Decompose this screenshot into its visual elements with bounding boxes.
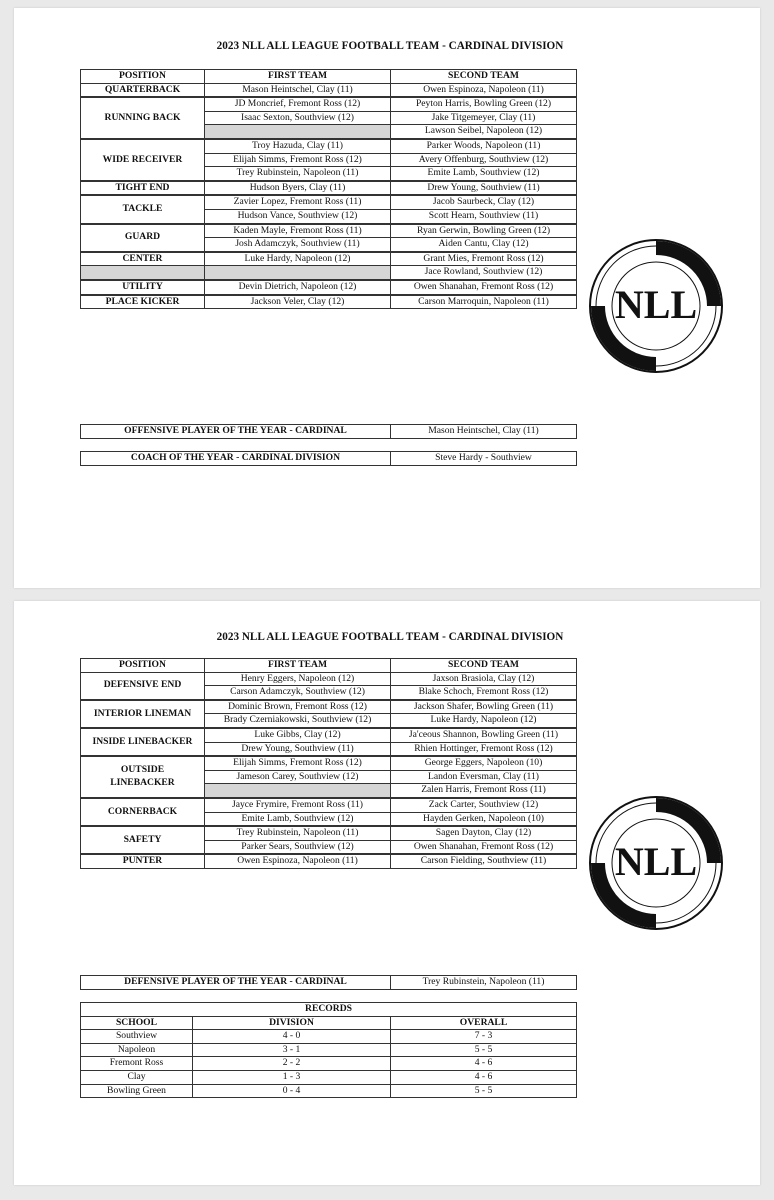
first-team-cell: Emite Lamb, Southview (12) xyxy=(205,812,391,826)
second-team-cell: Carson Marroquin, Napoleon (11) xyxy=(391,295,577,309)
svg-text:NLL: NLL xyxy=(614,282,698,327)
page-1 xyxy=(14,8,760,588)
position-label: PUNTER xyxy=(81,855,205,869)
award-winner: Trey Rubinstein, Napoleon (11) xyxy=(391,976,577,990)
division-cell: 4 - 0 xyxy=(193,1030,391,1044)
empty-cell xyxy=(81,266,205,280)
second-team-cell: Jace Rowland, Southview (12) xyxy=(391,266,577,280)
division-cell: 1 - 3 xyxy=(193,1070,391,1084)
position-label: WIDE RECEIVER xyxy=(81,139,205,180)
table-row xyxy=(81,280,577,294)
position-label: CENTER xyxy=(81,252,205,266)
second-team-cell: Parker Woods, Napoleon (11) xyxy=(391,139,577,153)
first-team-cell: Brady Czerniakowski, Southview (12) xyxy=(205,714,391,728)
position-label: PLACE KICKER xyxy=(81,295,205,309)
first-team-cell: Jayce Frymire, Fremont Ross (11) xyxy=(205,798,391,812)
first-team-cell: Henry Eggers, Napoleon (12) xyxy=(205,672,391,686)
second-team-cell: Zalen Harris, Fremont Ross (11) xyxy=(391,784,577,798)
second-team-cell: Ja'ceous Shannon, Bowling Green (11) xyxy=(391,728,577,742)
defense-table xyxy=(80,658,577,869)
records-title: RECORDS xyxy=(81,1003,577,1017)
award-row xyxy=(81,976,577,990)
table-row xyxy=(81,139,577,153)
second-team-cell: Jacob Saurbeck, Clay (12) xyxy=(391,196,577,210)
coach-of-year-table xyxy=(80,451,577,466)
division-cell: 2 - 2 xyxy=(193,1057,391,1071)
position-label: UTILITY xyxy=(81,280,205,294)
records-header-row xyxy=(81,1016,577,1030)
overall-cell: 4 - 6 xyxy=(391,1070,577,1084)
first-team-cell: Hudson Vance, Southview (12) xyxy=(205,209,391,223)
table-header-row xyxy=(81,659,577,673)
defensive-player-of-year-table xyxy=(80,975,577,990)
second-team-cell: Peyton Harris, Bowling Green (12) xyxy=(391,98,577,112)
table-header-row xyxy=(81,70,577,84)
school-cell: Bowling Green xyxy=(81,1084,193,1098)
second-team-cell: Hayden Gerken, Napoleon (10) xyxy=(391,812,577,826)
table-row xyxy=(81,757,577,771)
header-overall: OVERALL xyxy=(391,1016,577,1030)
position-label: DEFENSIVE END xyxy=(81,672,205,699)
overall-cell: 5 - 5 xyxy=(391,1043,577,1057)
table-row xyxy=(81,83,577,97)
header-position: POSITION xyxy=(81,659,205,673)
second-team-cell: Rhien Hottinger, Fremont Ross (12) xyxy=(391,742,577,756)
second-team-cell: Luke Hardy, Napoleon (12) xyxy=(391,714,577,728)
position-label: SAFETY xyxy=(81,827,205,854)
first-team-cell: Troy Hazuda, Clay (11) xyxy=(205,139,391,153)
header-second-team: SECOND TEAM xyxy=(391,659,577,673)
second-team-cell: Jake Titgemeyer, Clay (11) xyxy=(391,111,577,125)
first-team-cell: Trey Rubinstein, Napoleon (11) xyxy=(205,167,391,181)
table-row xyxy=(81,1070,577,1084)
table-row xyxy=(81,181,577,195)
award-row xyxy=(81,452,577,466)
table-row xyxy=(81,1084,577,1098)
table-row xyxy=(81,98,577,112)
empty-cell xyxy=(205,125,391,139)
position-label: RUNNING BACK xyxy=(81,98,205,139)
second-team-cell: Lawson Seibel, Napoleon (12) xyxy=(391,125,577,139)
header-school: SCHOOL xyxy=(81,1016,193,1030)
first-team-cell: Devin Dietrich, Napoleon (12) xyxy=(205,280,391,294)
header-second-team: SECOND TEAM xyxy=(391,70,577,84)
header-first-team: FIRST TEAM xyxy=(205,659,391,673)
second-team-cell: Grant Mies, Fremont Ross (12) xyxy=(391,252,577,266)
svg-text:NLL: NLL xyxy=(614,839,698,884)
table-row xyxy=(81,196,577,210)
header-first-team: FIRST TEAM xyxy=(205,70,391,84)
second-team-cell: Jaxson Brasiola, Clay (12) xyxy=(391,672,577,686)
offensive-player-of-year-table xyxy=(80,424,577,439)
overall-cell: 7 - 3 xyxy=(391,1030,577,1044)
overall-cell: 4 - 6 xyxy=(391,1057,577,1071)
offense-table xyxy=(80,69,577,309)
table-row xyxy=(81,1057,577,1071)
second-team-cell: Owen Espinoza, Napoleon (11) xyxy=(391,83,577,97)
first-team-cell: Elijah Simms, Fremont Ross (12) xyxy=(205,757,391,771)
position-label: GUARD xyxy=(81,224,205,251)
second-team-cell: Sagen Dayton, Clay (12) xyxy=(391,827,577,841)
empty-cell xyxy=(205,266,391,280)
table-row xyxy=(81,700,577,714)
first-team-cell: Jameson Carey, Southview (12) xyxy=(205,770,391,784)
table-row xyxy=(81,295,577,309)
second-team-cell: Avery Offenburg, Southview (12) xyxy=(391,153,577,167)
position-label: OUTSIDE LINEBACKER xyxy=(81,757,205,798)
page-2 xyxy=(14,601,760,1185)
second-team-cell: Blake Schoch, Fremont Ross (12) xyxy=(391,686,577,700)
award-winner: Mason Heintschel, Clay (11) xyxy=(391,425,577,439)
table-row xyxy=(81,798,577,812)
position-label: INSIDE LINEBACKER xyxy=(81,728,205,755)
position-label: CORNERBACK xyxy=(81,798,205,825)
nll-logo xyxy=(586,236,726,376)
table-row xyxy=(81,672,577,686)
second-team-cell: Owen Shanahan, Fremont Ross (12) xyxy=(391,840,577,854)
header-position: POSITION xyxy=(81,70,205,84)
award-label: COACH OF THE YEAR - CARDINAL DIVISION xyxy=(81,452,391,466)
first-team-cell: Carson Adamczyk, Southview (12) xyxy=(205,686,391,700)
position-label: TACKLE xyxy=(81,196,205,223)
division-cell: 3 - 1 xyxy=(193,1043,391,1057)
table-row xyxy=(81,855,577,869)
first-team-cell: Luke Gibbs, Clay (12) xyxy=(205,728,391,742)
nll-logo xyxy=(586,793,726,933)
award-winner: Steve Hardy - Southview xyxy=(391,452,577,466)
first-team-cell: Kaden Mayle, Fremont Ross (11) xyxy=(205,224,391,238)
table-row xyxy=(81,1030,577,1044)
second-team-cell: Zack Carter, Southview (12) xyxy=(391,798,577,812)
second-team-cell: Landon Eversman, Clay (11) xyxy=(391,770,577,784)
first-team-cell: Drew Young, Southview (11) xyxy=(205,742,391,756)
first-team-cell: Trey Rubinstein, Napoleon (11) xyxy=(205,827,391,841)
second-team-cell: Carson Fielding, Southview (11) xyxy=(391,855,577,869)
first-team-cell: Luke Hardy, Napoleon (12) xyxy=(205,252,391,266)
first-team-cell: Mason Heintschel, Clay (11) xyxy=(205,83,391,97)
division-cell: 0 - 4 xyxy=(193,1084,391,1098)
award-label: DEFENSIVE PLAYER OF THE YEAR - CARDINAL xyxy=(81,976,391,990)
first-team-cell: Isaac Sexton, Southview (12) xyxy=(205,111,391,125)
school-cell: Fremont Ross xyxy=(81,1057,193,1071)
first-team-cell: Hudson Byers, Clay (11) xyxy=(205,181,391,195)
second-team-cell: Owen Shanahan, Fremont Ross (12) xyxy=(391,280,577,294)
table-row xyxy=(81,252,577,266)
first-team-cell: Zavier Lopez, Fremont Ross (11) xyxy=(205,196,391,210)
records-table xyxy=(80,1002,577,1098)
first-team-cell: Dominic Brown, Fremont Ross (12) xyxy=(205,700,391,714)
school-cell: Clay xyxy=(81,1070,193,1084)
header-division: DIVISION xyxy=(193,1016,391,1030)
first-team-cell: JD Moncrief, Fremont Ross (12) xyxy=(205,98,391,112)
school-cell: Napoleon xyxy=(81,1043,193,1057)
table-row xyxy=(81,1043,577,1057)
page-title: 2023 NLL ALL LEAGUE FOOTBALL TEAM - CARDINAL DIVISION xyxy=(216,40,564,52)
second-team-cell: Jackson Shafer, Bowling Green (11) xyxy=(391,700,577,714)
table-row xyxy=(81,728,577,742)
position-label: TIGHT END xyxy=(81,181,205,195)
second-team-cell: Ryan Gerwin, Bowling Green (12) xyxy=(391,224,577,238)
first-team-cell: Josh Adamczyk, Southview (11) xyxy=(205,238,391,252)
second-team-cell: George Eggers, Napoleon (10) xyxy=(391,757,577,771)
second-team-cell: Drew Young, Southview (11) xyxy=(391,181,577,195)
first-team-cell: Parker Sears, Southview (12) xyxy=(205,840,391,854)
award-label: OFFENSIVE PLAYER OF THE YEAR - CARDINAL xyxy=(81,425,391,439)
first-team-cell: Owen Espinoza, Napoleon (11) xyxy=(205,855,391,869)
position-label: QUARTERBACK xyxy=(81,83,205,97)
school-cell: Southview xyxy=(81,1030,193,1044)
position-label: INTERIOR LINEMAN xyxy=(81,700,205,727)
page-title: 2023 NLL ALL LEAGUE FOOTBALL TEAM - CARDINAL DIVISION xyxy=(216,631,564,643)
records-title-row xyxy=(81,1003,577,1017)
first-team-cell: Elijah Simms, Fremont Ross (12) xyxy=(205,153,391,167)
first-team-cell: Jackson Veler, Clay (12) xyxy=(205,295,391,309)
second-team-cell: Emite Lamb, Southview (12) xyxy=(391,167,577,181)
second-team-cell: Scott Hearn, Southview (11) xyxy=(391,209,577,223)
second-team-cell: Aiden Cantu, Clay (12) xyxy=(391,238,577,252)
award-row xyxy=(81,425,577,439)
overall-cell: 5 - 5 xyxy=(391,1084,577,1098)
table-row xyxy=(81,827,577,841)
empty-cell xyxy=(205,784,391,798)
table-row xyxy=(81,224,577,238)
table-row xyxy=(81,266,577,280)
